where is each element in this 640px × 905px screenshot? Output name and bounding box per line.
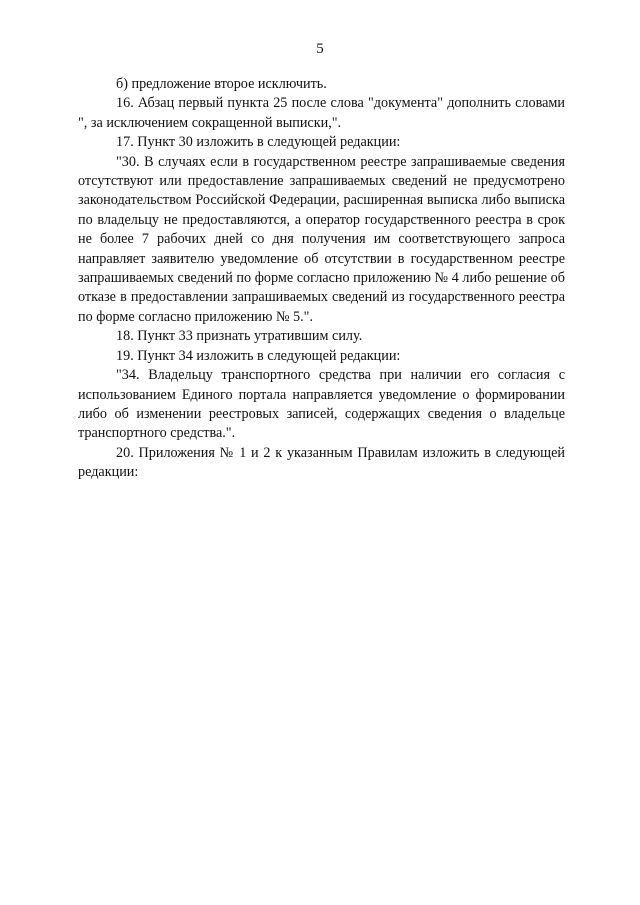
paragraph-18: 18. Пункт 33 признать утратившим силу. (116, 328, 363, 345)
paragraph-30-quote: "30. В случаях если в государственном реестре запрашиваемые сведения отсутствуют или предоставление запрашиваемых сведений не предусмотрено законодательством Российской Федерации, расширенная выписка либо выписка по владельцу не предоставляются, а оператор государственного реестра в срок не более 7 рабочих дней со дня получения им соответствующего запроса направляет заявителю уведомление об отсутствии в государственном реестре запрашиваемых сведений по форме согласно приложению № 4 либо решение об отказе в предоставлении запрашиваемых сведений из государственного реестра по форме согласно приложению № 5.". (78, 153, 565, 325)
paragraph-20: 20. Приложения № 1 и 2 к указанным Правилам изложить в следующей редакции: (78, 444, 565, 481)
page-number: 5 (316, 41, 324, 57)
document-body (78, 75, 565, 483)
paragraph-34-quote: "34. Владельцу транспортного средства при наличии его согласия с использованием Единого портала направляется уведомление о формировании либо об изменении реестровых записей, содержащих сведения о владельце транспортного средства.". (78, 367, 565, 442)
paragraph-16: 16. Абзац первый пункта 25 после слова "документа" дополнить словами ", за исключением сокращенной выписки,". (78, 95, 565, 131)
paragraph-19: 19. Пункт 34 изложить в следующей редакции: (116, 347, 401, 364)
paragraph-b-sentence-removal: б) предложение второе исключить. (116, 76, 327, 92)
paragraph-17: 17. Пункт 30 изложить в следующей редакции: (116, 134, 401, 151)
